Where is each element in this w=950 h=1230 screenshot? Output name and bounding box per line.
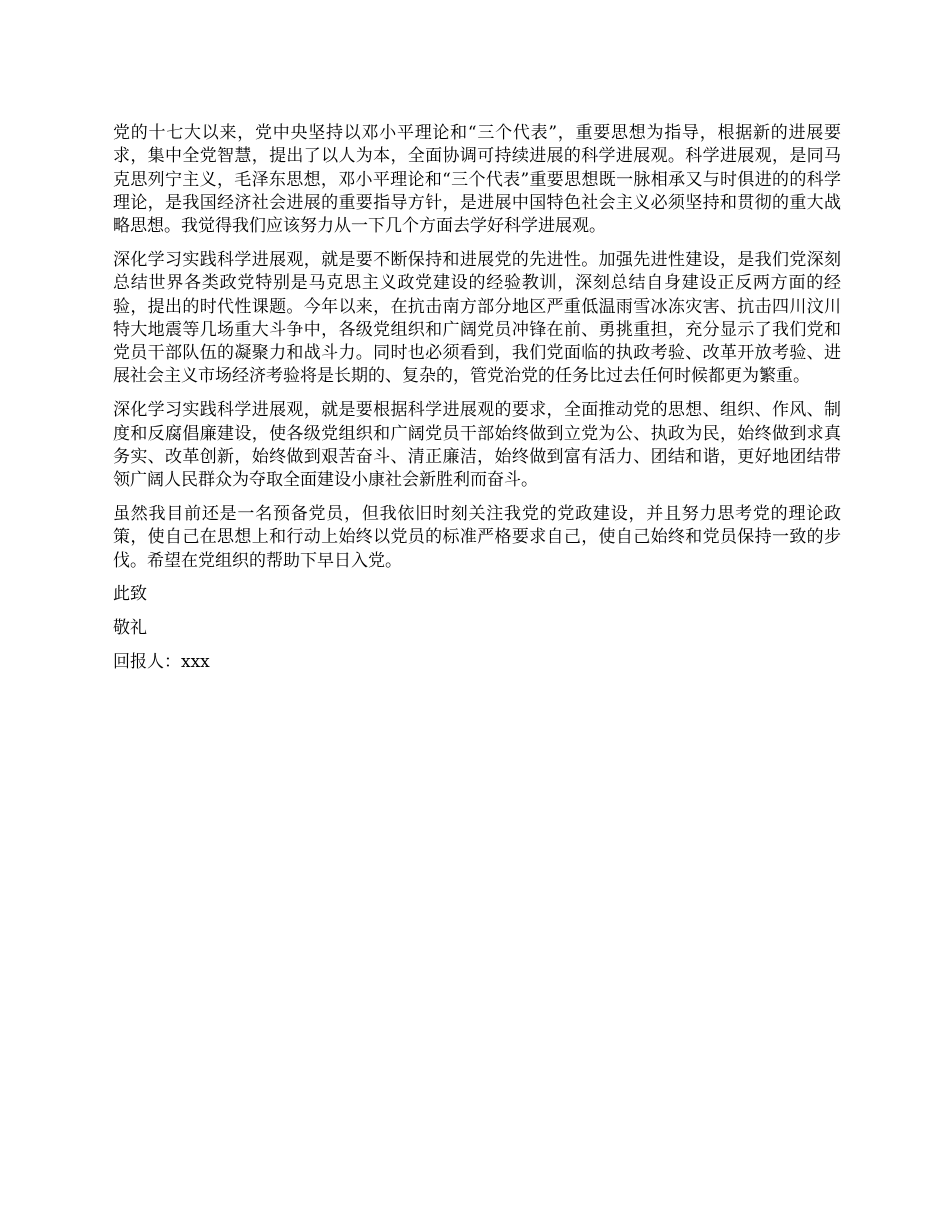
salutation-line: 敬礼: [113, 618, 147, 639]
paragraph-4: 虽然我目前还是一名预备党员，但我依旧时刻关注我党的党政建设，并且努力思考党的理论政策，使自己在思想上和行动上始终以党员的标准严格要求自己，使自己始终和党员保持一致的步伐。希望在党组织的帮助下早日入党。: [113, 503, 841, 571]
paragraph-2: 深化学习实践科学进展观，就是要不断保持和进展党的先进性。加强先进性建设，是我们党深刻总结世界各类政党特别是马克思主义政党建设的经验教训，深刻总结自身建设正反两方面的经验，提出的时代性课题。今年以来，在抗击南方部分地区严重低温雨雪冰冻灾害、抗击四川汶川特大地震等几场重大斗争中，各级党组织和广阔党员冲锋在前、勇挑重担，充分显示了我们党和党员干部队伍的凝聚力和战斗力。同时也必须看到，我们党面临的执政考验、改革开放考验、进展社会主义市场经济考验将是长期的、复杂的，管党治党的任务比过去任何时候都更为繁重。: [113, 249, 841, 387]
paragraph-1: 党的十七大以来，党中央坚持以邓小平理论和“三个代表”，重要思想为指导，根据新的进展要求，集中全党智慧，提出了以人为本，全面协调可持续进展的科学进展观。科学进展观，是同马克思列宁主义，毛泽东思想，邓小平理论和“三个代表”重要思想既一脉相承又与时俱进的的科学理论，是我国经济社会进展的重要指导方针，是进展中国特色社会主义必须坚持和贯彻的重大战略思想。我觉得我们应该努力从一下几个方面去学好科学进展观。: [113, 123, 841, 237]
closing-line: 此致: [113, 584, 147, 605]
signature-line: 回报人：xxx: [113, 651, 210, 672]
letter-body: [113, 122, 841, 685]
paragraph-3: 深化学习实践科学进展观，就是要根据科学进展观的要求，全面推动党的思想、组织、作风、制度和反腐倡廉建设，使各级党组织和广阔党员干部始终做到立党为公、执政为民，始终做到求真务实、改革创新，始终做到艰苦奋斗、清正廉洁，始终做到富有活力、团结和谐，更好地团结带领广阔人民群众为夺取全面建设小康社会新胜利而奋斗。: [113, 400, 841, 491]
